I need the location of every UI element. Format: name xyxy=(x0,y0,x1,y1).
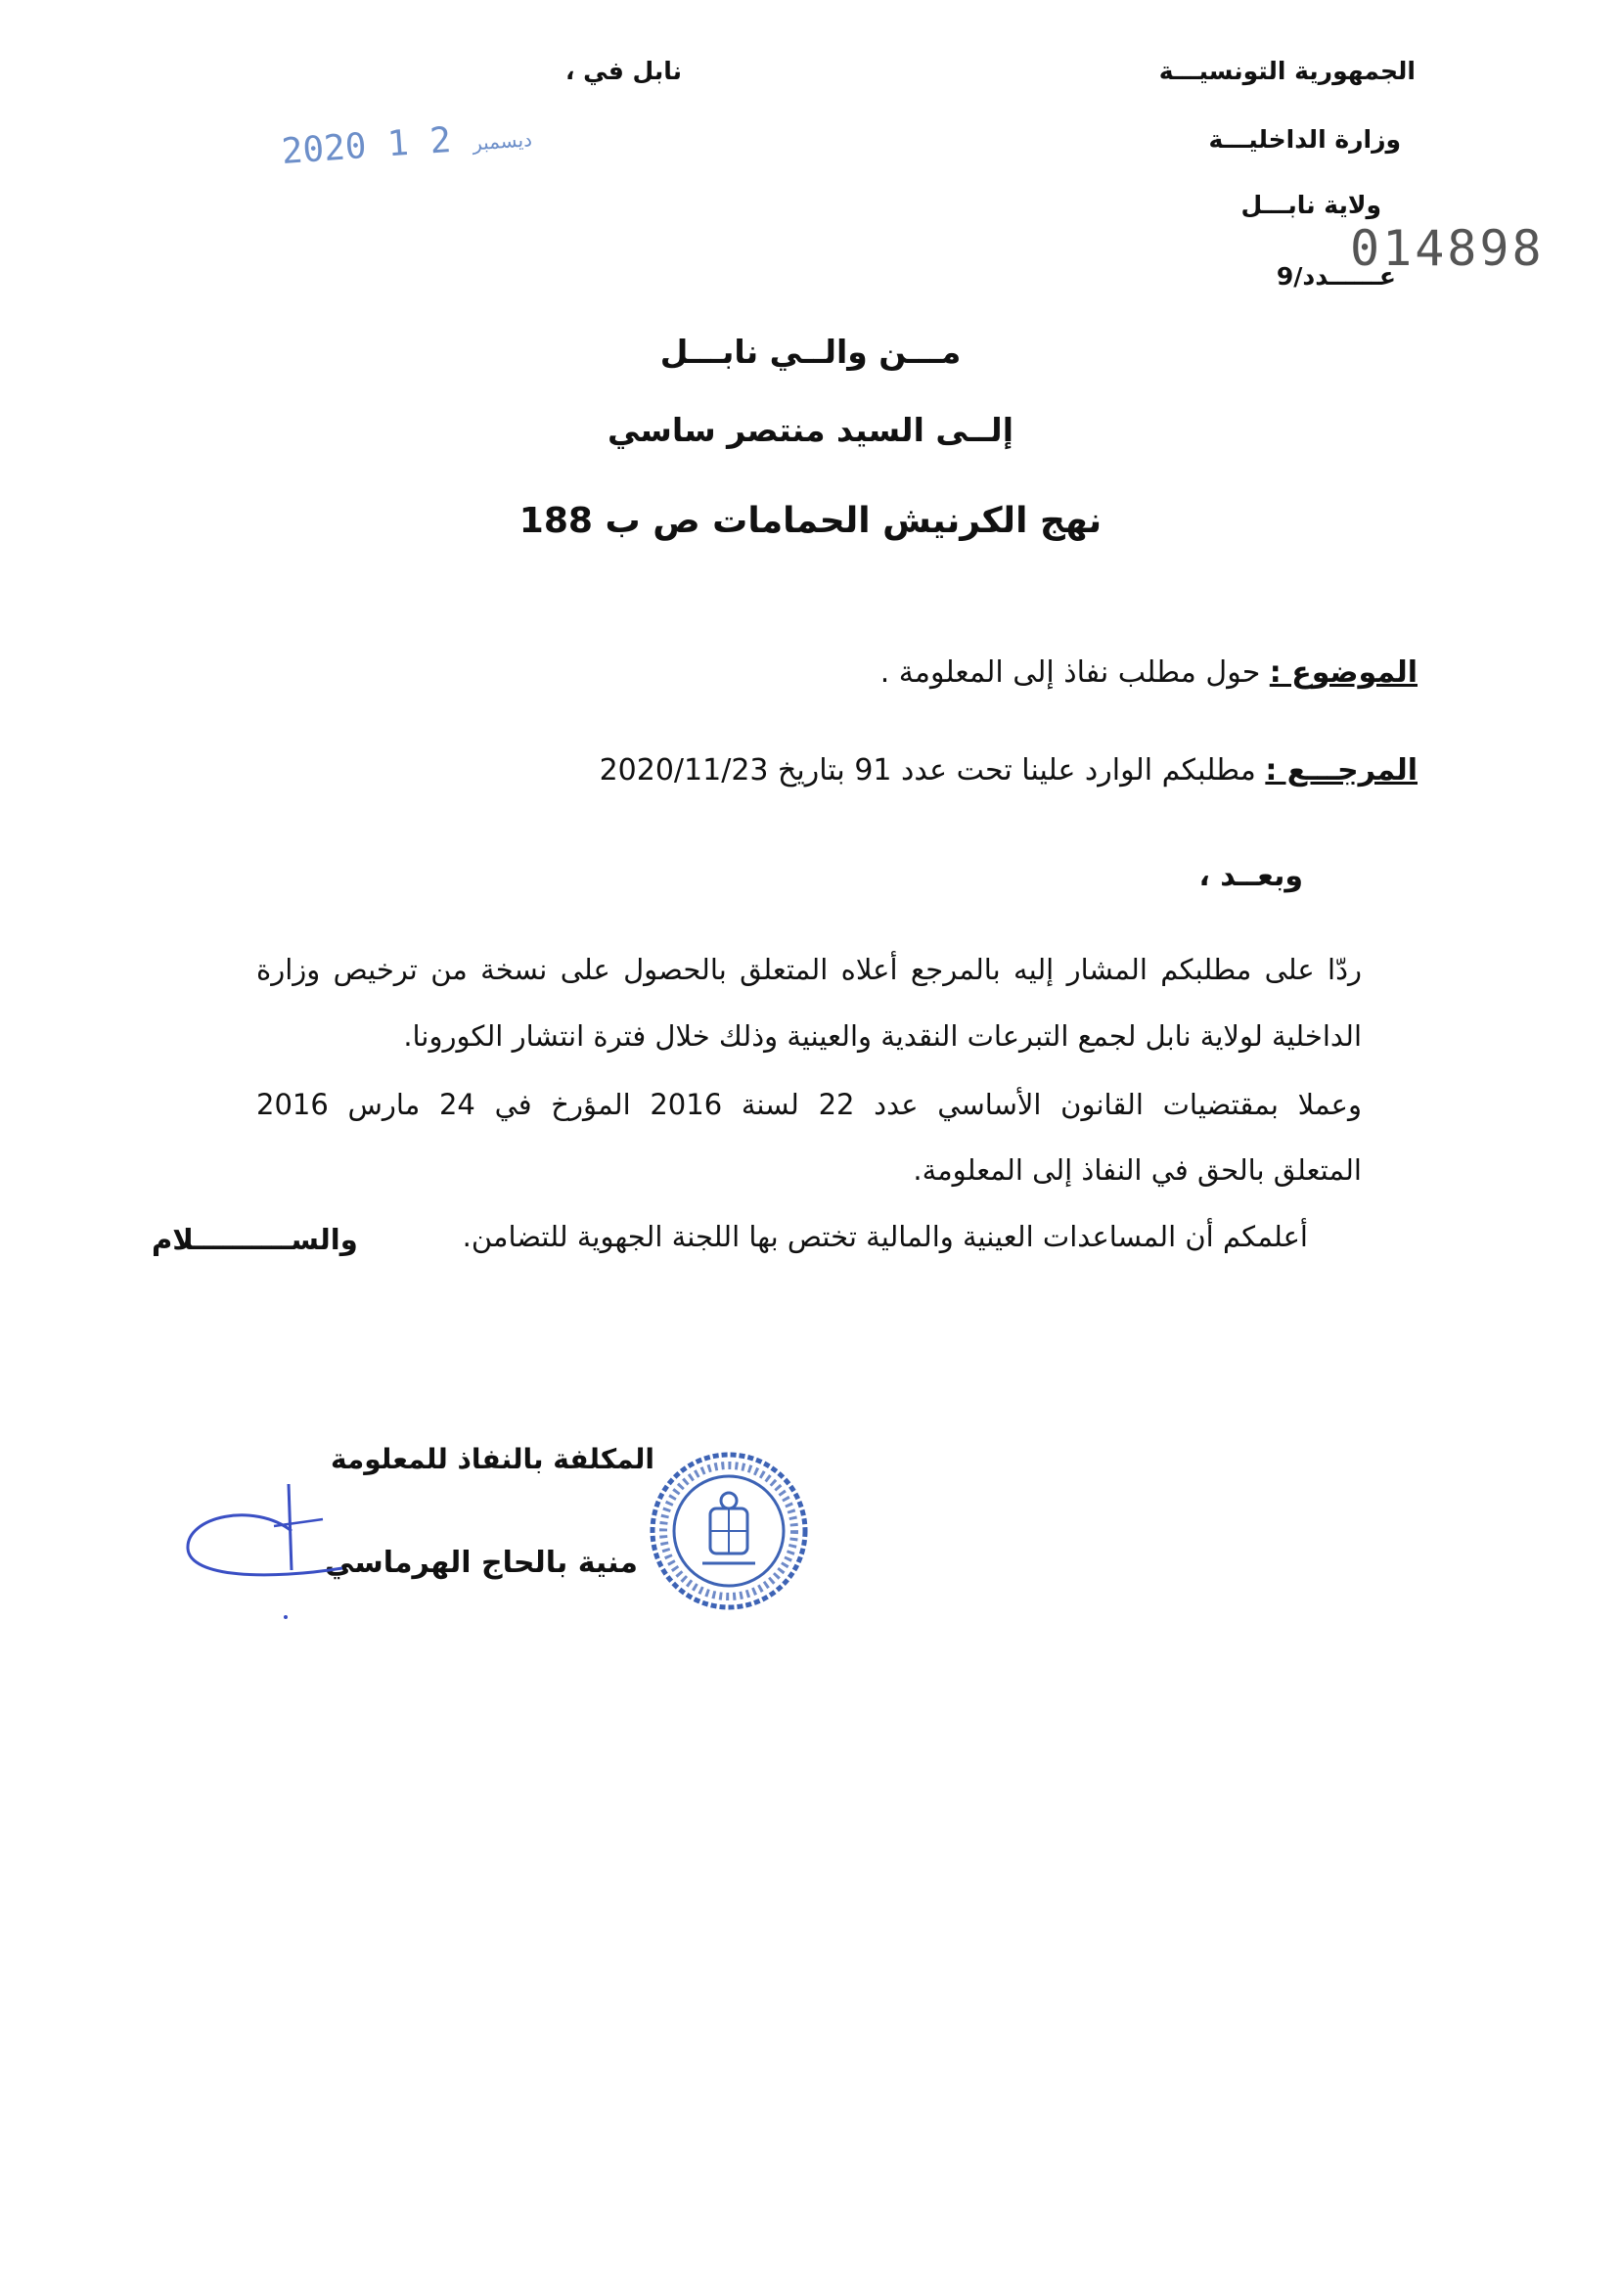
signatory-title: المكلفة بالنفاذ للمعلومة xyxy=(330,1443,654,1475)
official-seal-icon xyxy=(646,1448,812,1614)
republic-header: الجمهورية التونسيـــة xyxy=(1158,57,1416,85)
address-line: نهج الكرنيش الحمامات ص ب 188 xyxy=(518,501,1103,541)
reference-line xyxy=(600,753,1418,788)
body-para3-text: أعلمكم أن المساعدات العينية والمالية تختص بها اللجنة الجهوية للتضامن. xyxy=(462,1220,1308,1253)
subject-line xyxy=(880,655,1418,690)
signatory-name: منية بالحاج الهرماسي xyxy=(324,1546,638,1580)
place-date: نابل في ، xyxy=(564,57,682,85)
date-stamp xyxy=(281,114,533,172)
greeting: وبعــد ، xyxy=(1198,859,1303,893)
body-para2-line1: وعملا بمقتضيات القانون الأساسي عدد 22 لسنة 2016 المؤرخ في 24 مارس 2016 xyxy=(256,1088,1362,1121)
governorate-header: ولاية نابـــل xyxy=(1240,191,1381,219)
ministry-header: وزارة الداخليـــة xyxy=(1208,125,1401,154)
registration-number-stamp: 014898 xyxy=(1350,220,1545,277)
date-stamp-day: 2 1 xyxy=(385,119,453,165)
date-stamp-year: 2020 xyxy=(280,126,368,172)
handwritten-signature xyxy=(176,1472,372,1629)
body-para3 xyxy=(330,1220,1308,1253)
reference-label: المرجـــع : xyxy=(1265,753,1418,788)
closing: والســــــــــلام xyxy=(152,1223,358,1256)
reference-text: مطلبكم الوارد علينا تحت عدد 91 بتاريخ 2020/11/23 xyxy=(599,753,1256,788)
reference-number: عــــــدد/9 xyxy=(1276,262,1396,291)
body-para1-line1: ردّا على مطلبكم المشار إليه بالمرجع أعلاه المتعلق بالحصول على نسخة من ترخيص وزارة xyxy=(256,953,1362,986)
subject-label: الموضوع : xyxy=(1269,655,1418,690)
body-para1-line2: الداخلية لولاية نابل لجمع التبرعات النقدية والعينية وذلك خلال فترة انتشار الكورونا. xyxy=(403,1019,1362,1053)
body-para2-line2: المتعلق بالحق في النفاذ إلى المعلومة. xyxy=(913,1153,1362,1187)
date-stamp-month: ديسمبر xyxy=(472,127,533,156)
subject-text: حول مطلب نفاذ إلى المعلومة . xyxy=(879,655,1261,690)
from-line: مـــن والــي نابـــل xyxy=(659,333,962,371)
to-line: إلــى السيد منتصر ساسي xyxy=(607,411,1014,449)
